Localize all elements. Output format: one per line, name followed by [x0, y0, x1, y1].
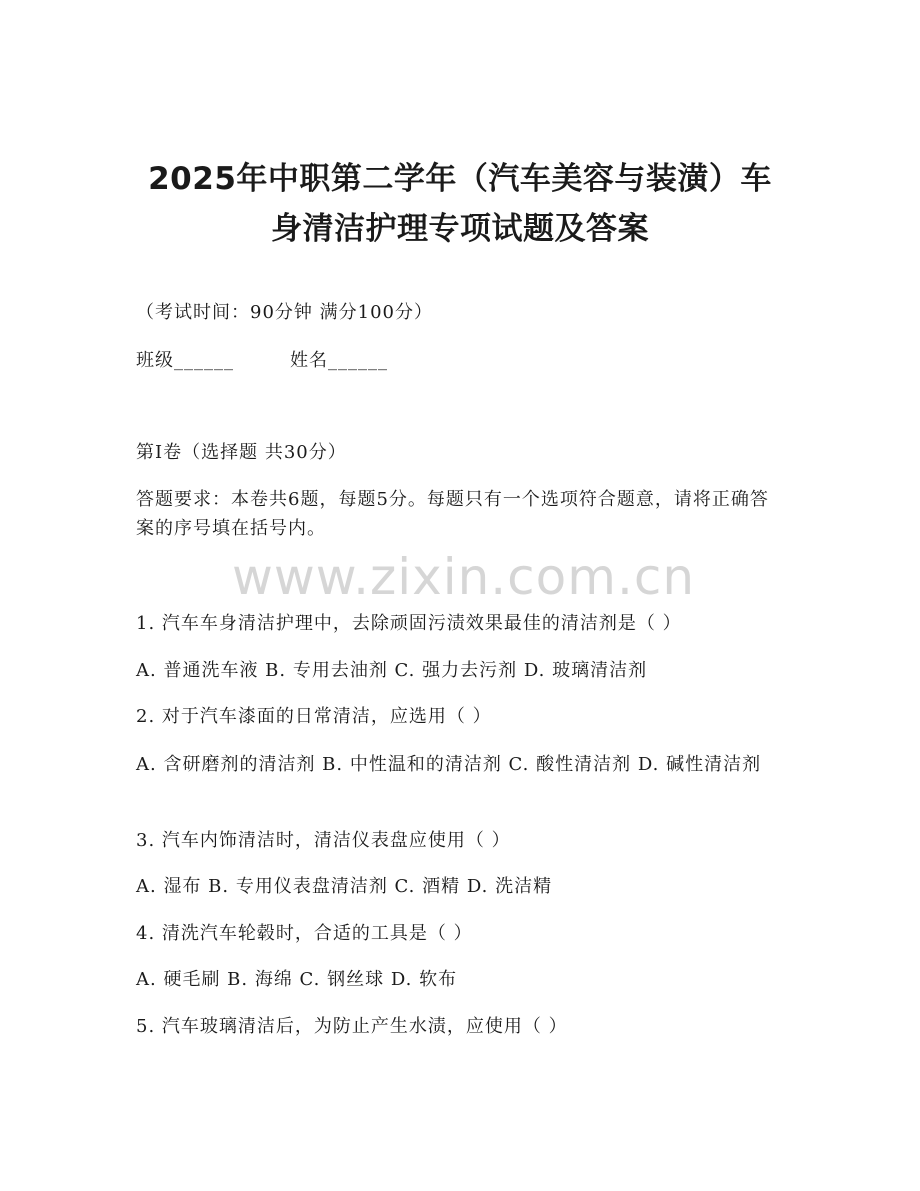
- question-5-stem: 5. 汽车玻璃清洁后，为防止产生水渍，应使用（ ）: [136, 1016, 568, 1037]
- instructions: 答题要求：本卷共6题，每题5分。每题只有一个选项符合题意，请将正确答案的序号填在括号内。: [136, 489, 769, 539]
- question-2-stem: 2. 对于汽车漆面的日常清洁，应选用（ ）: [136, 706, 492, 727]
- question-1-stem: 1. 汽车车身清洁护理中，去除顽固污渍效果最佳的清洁剂是（ ）: [136, 613, 682, 634]
- question-1-options: A. 普通洗车液 B. 专用去油剂 C. 强力去污剂 D. 玻璃清洁剂: [136, 660, 648, 681]
- class-field-label: 班级______: [136, 350, 234, 371]
- student-info-row: [136, 348, 388, 374]
- section-title: 第Ⅰ卷（选择题 共30分）: [136, 442, 347, 463]
- name-field-label: 姓名______: [290, 350, 388, 371]
- exam-info: （考试时间：90分钟 满分100分）: [136, 302, 433, 323]
- document-title-line-2: 身清洁护理专项试题及答案: [271, 211, 649, 247]
- question-4-options: A. 硬毛刷 B. 海绵 C. 钢丝球 D. 软布: [136, 969, 458, 990]
- question-3-stem: 3. 汽车内饰清洁时，清洁仪表盘应使用（ ）: [136, 830, 511, 851]
- watermark: www.zixin.com.cn: [232, 548, 696, 606]
- question-3-options: A. 湿布 B. 专用仪表盘清洁剂 C. 酒精 D. 洗洁精: [136, 876, 553, 897]
- question-2-options: A. 含研磨剂的清洁剂 B. 中性温和的清洁剂 C. 酸性清洁剂 D. 碱性清洁剂: [136, 754, 762, 775]
- question-4-stem: 4. 清洗汽车轮毂时，合适的工具是（ ）: [136, 923, 473, 944]
- document-title-line-1: 2025年中职第二学年（汽车美容与装潢）车: [148, 161, 772, 197]
